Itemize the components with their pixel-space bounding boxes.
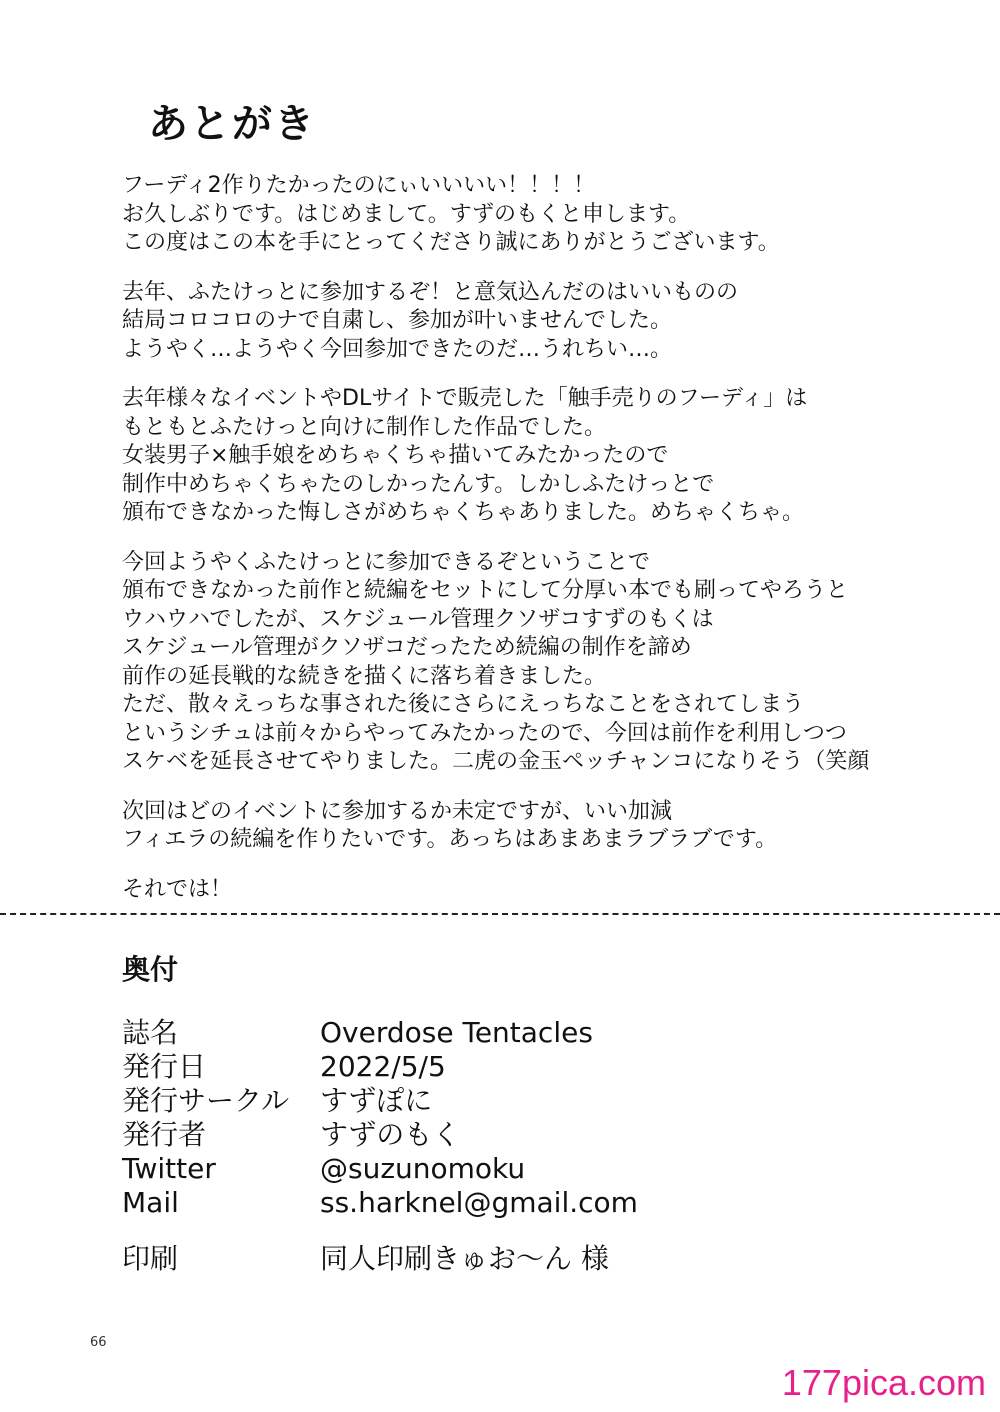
afterword-line: ただ、散々えっちな事された後にさらにえっちなことをされてしまう bbox=[122, 692, 805, 717]
colophon-value: すずのもく bbox=[320, 1118, 461, 1151]
colophon-table bbox=[122, 1016, 638, 1276]
afterword-paragraph bbox=[122, 279, 982, 365]
afterword-paragraph bbox=[122, 385, 982, 528]
colophon-row bbox=[122, 1186, 638, 1220]
afterword-line: 結局コロコロのナで自粛し、参加が叶いませんでした。 bbox=[122, 308, 673, 333]
section-divider bbox=[0, 913, 1000, 915]
afterword-paragraph bbox=[122, 549, 982, 777]
afterword-line: 頒布できなかった前作と続編をセットにして分厚い本でも刷ってやろうと bbox=[122, 578, 849, 603]
colophon-label: 発行サークル bbox=[122, 1084, 290, 1117]
colophon-label: Mail bbox=[122, 1186, 179, 1219]
afterword-title: あとがき bbox=[148, 101, 316, 147]
page-number: 66 bbox=[90, 1335, 107, 1350]
colophon-value: @suzunomoku bbox=[320, 1152, 526, 1185]
colophon-value: ss.harknel@gmail.com bbox=[320, 1186, 638, 1219]
paragraph-gap bbox=[122, 855, 982, 876]
afterword-line: フーディ2作りたかったのにぃいいいい！！！！ bbox=[122, 173, 596, 198]
afterword-line: 前作の延長戦的な続きを描くに落ち着きました。 bbox=[122, 663, 607, 689]
colophon-title: 奥付 bbox=[122, 953, 179, 986]
paragraph-gap bbox=[122, 258, 982, 279]
afterword-line: スケベを延長させてやりました。二虎の金玉ペッチャンコになりそう（笑顔 bbox=[122, 749, 870, 774]
afterword-line: この度はこの本を手にとってくださり誠にありがとうございます。 bbox=[122, 230, 780, 255]
afterword-line: 今回ようやくふたけっとに参加できるぞということで bbox=[122, 549, 651, 575]
watermark: 177pica.com bbox=[776, 1362, 992, 1404]
afterword-body bbox=[122, 172, 982, 904]
colophon-label: 発行者 bbox=[122, 1118, 207, 1151]
afterword-line: スケジュール管理がクソザコだったため続編の制作を諦め bbox=[122, 635, 692, 660]
afterword-line: というシチュは前々からやってみたかったので、今回は前作を利用しつつ bbox=[122, 720, 847, 746]
afterword-paragraph bbox=[122, 876, 982, 905]
colophon-row bbox=[122, 1152, 638, 1186]
afterword-line: それでは！ bbox=[122, 876, 233, 902]
afterword-line: 女装男子×触手娘をめちゃくちゃ描いてみたかったので bbox=[122, 443, 669, 468]
afterword-paragraph bbox=[122, 172, 982, 258]
afterword-line: ウハウハでしたが、スケジュール管理クソザコすずのもくは bbox=[122, 606, 714, 632]
afterword-line: 去年様々なイベントやDLサイトで販売した「触手売りのフーディ」は bbox=[122, 386, 808, 411]
afterword-line: 去年、ふたけっとに参加するぞ！と意気込んだのはいいものの bbox=[122, 279, 739, 305]
afterword-line: 次回はどのイベントに参加するか未定ですが、いい加減 bbox=[122, 798, 673, 824]
colophon-label: Twitter bbox=[122, 1152, 216, 1185]
paragraph-gap bbox=[122, 777, 982, 798]
afterword-line: 制作中めちゃくちゃたのしかったんす。しかしふたけっとで bbox=[122, 471, 715, 497]
colophon-row bbox=[122, 1118, 638, 1152]
colophon-label: 誌名 bbox=[122, 1016, 179, 1049]
afterword-line: もともとふたけっと向けに制作した作品でした。 bbox=[122, 414, 607, 440]
colophon-row bbox=[122, 1016, 638, 1050]
colophon-row bbox=[122, 1050, 638, 1084]
paragraph-gap bbox=[122, 364, 982, 385]
colophon-value: Overdose Tentacles bbox=[320, 1016, 593, 1049]
colophon-row bbox=[122, 1084, 638, 1118]
afterword-line: 頒布できなかった悔しさがめちゃくちゃありました。めちゃくちゃ。 bbox=[122, 500, 805, 525]
afterword-line: フィエラの続編を作りたいです。あっちはあまあまラブラブです。 bbox=[122, 827, 778, 852]
afterword-paragraph bbox=[122, 798, 982, 855]
afterword-line: お久しぶりです。はじめまして。すずのもくと申します。 bbox=[122, 201, 691, 227]
colophon-row bbox=[122, 1242, 638, 1276]
colophon-value: すずぽに bbox=[320, 1084, 433, 1117]
colophon-value: 2022/5/5 bbox=[320, 1050, 446, 1083]
colophon-label: 発行日 bbox=[122, 1050, 207, 1083]
paragraph-gap bbox=[122, 528, 982, 549]
afterword-line: ようやく…ようやく今回参加できたのだ…うれちい…。 bbox=[122, 336, 673, 362]
colophon-value: 同人印刷きゅお〜ん 様 bbox=[320, 1242, 609, 1275]
colophon-label: 印刷 bbox=[122, 1242, 179, 1275]
